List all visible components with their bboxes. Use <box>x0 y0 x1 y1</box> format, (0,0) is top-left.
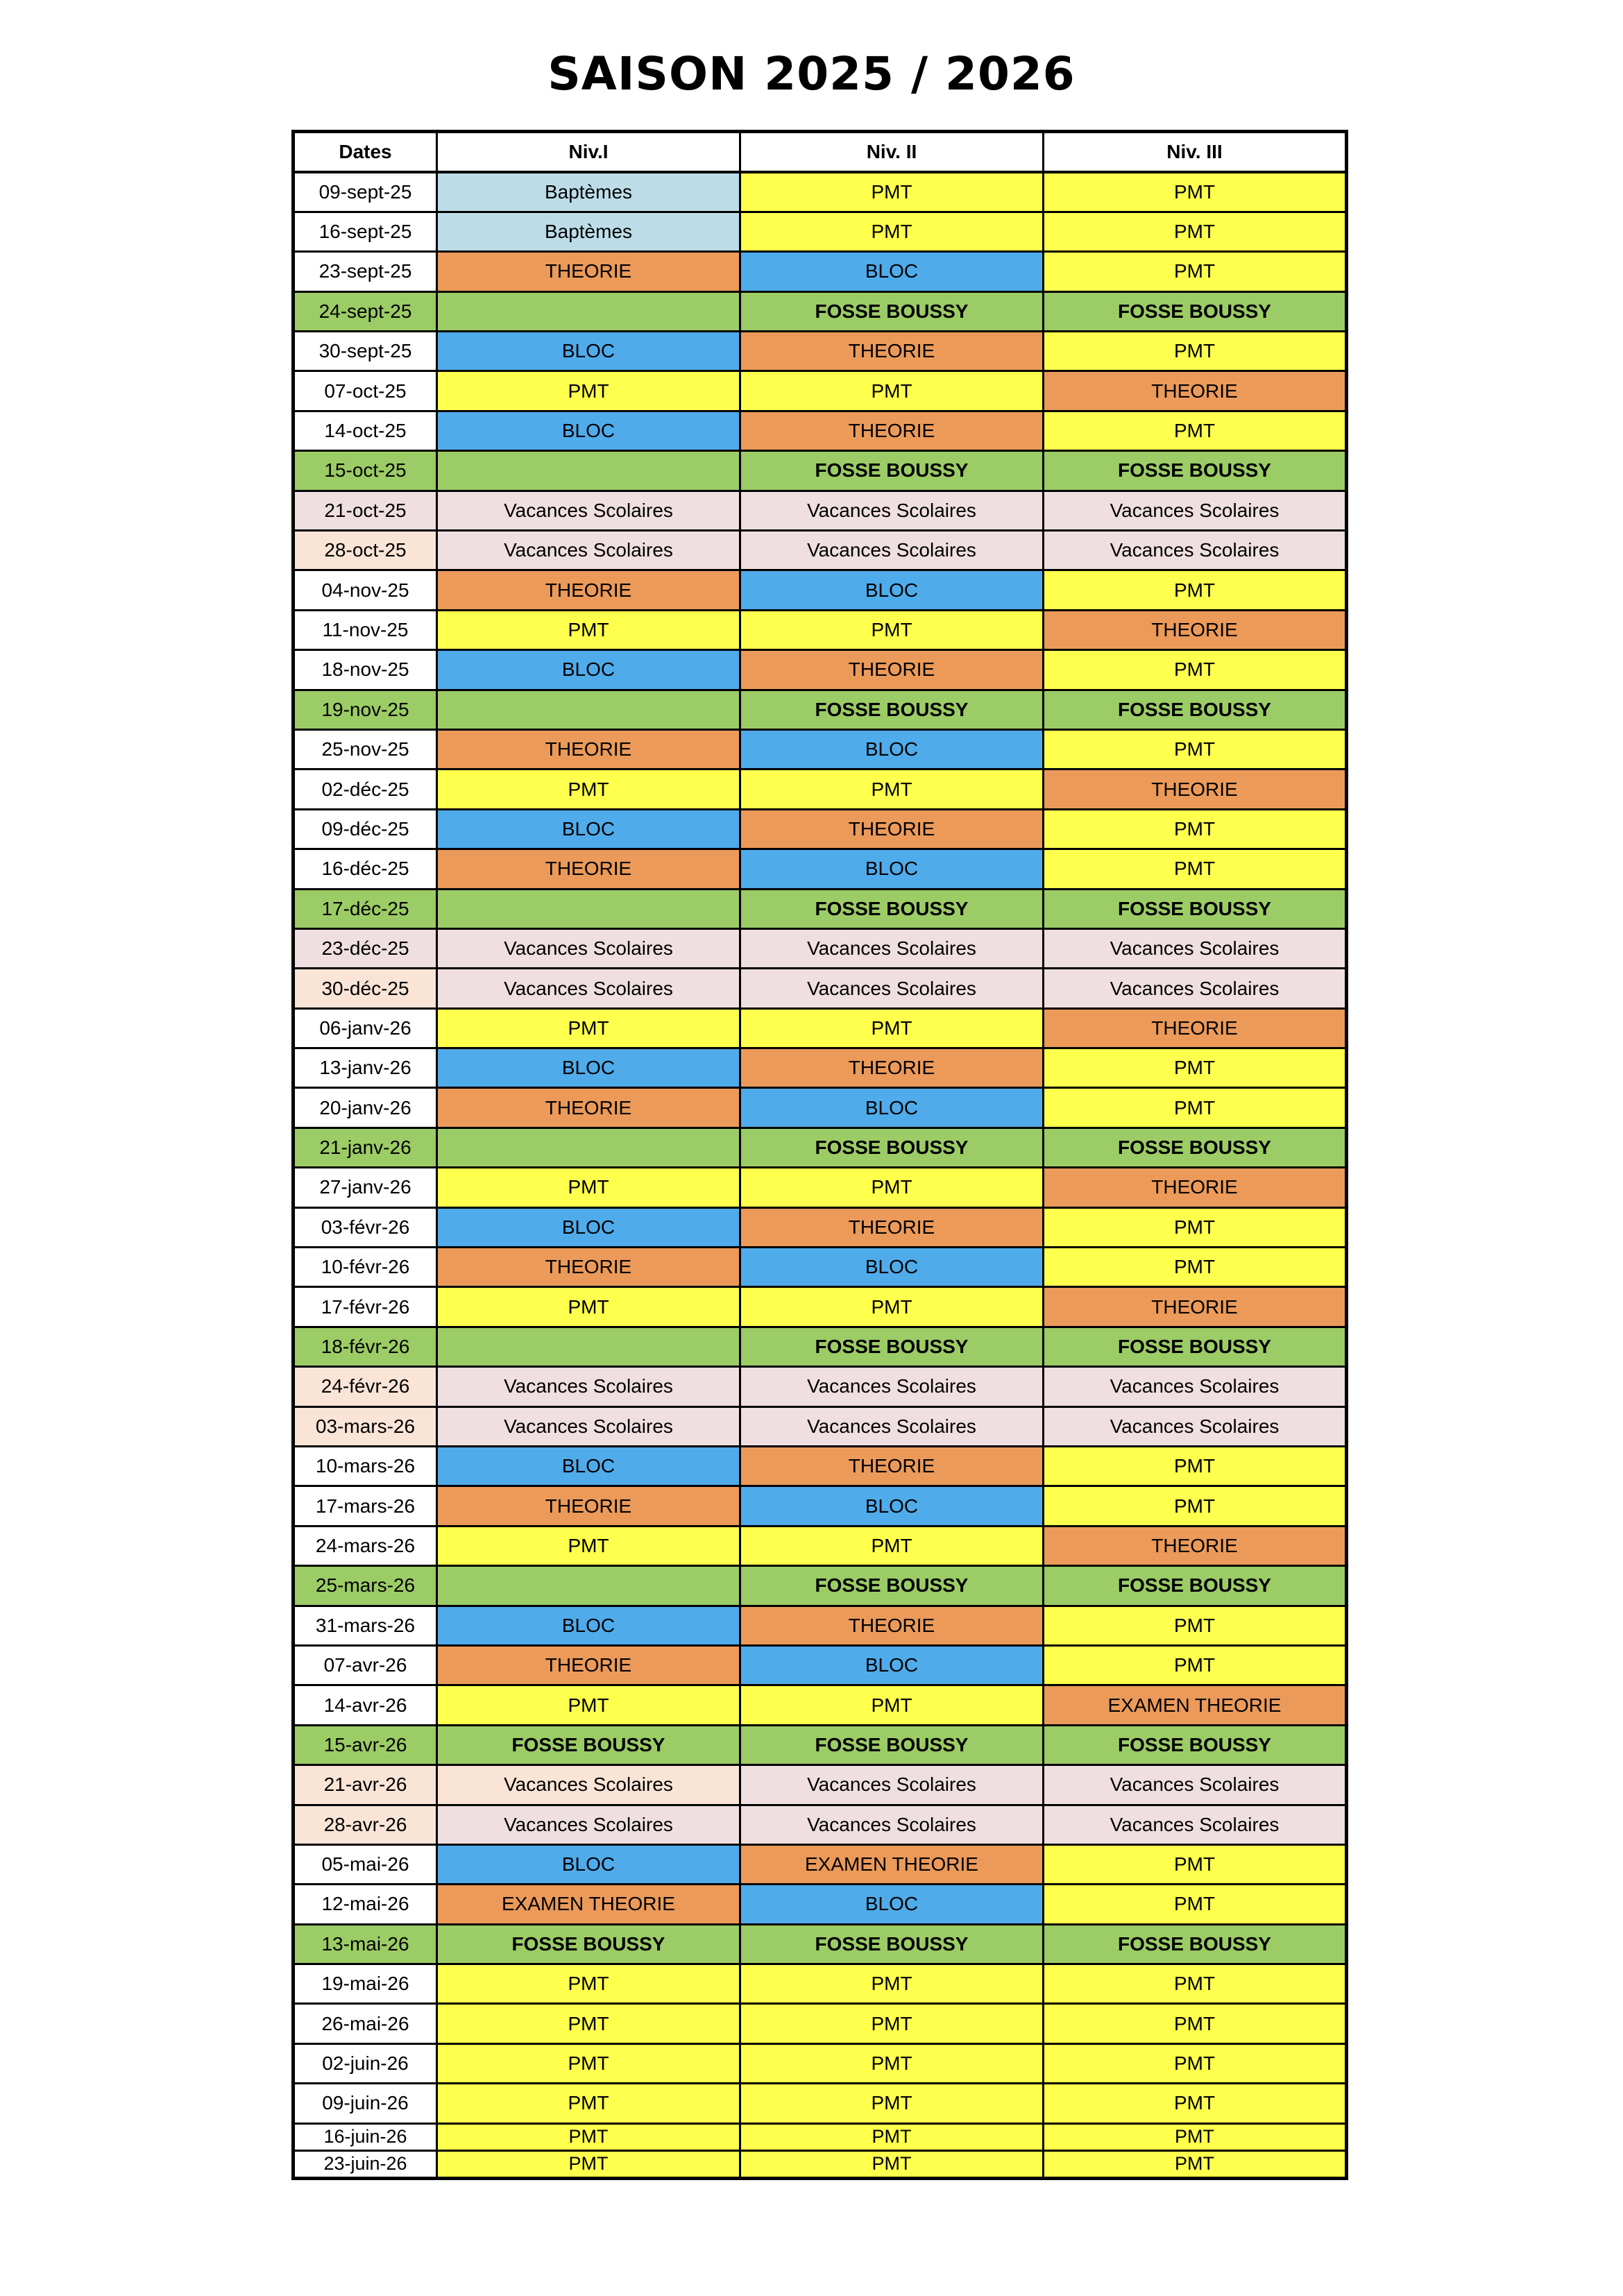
niv-3-cell: Vacances Scolaires <box>1044 928 1347 968</box>
niv-1-cell: Vacances Scolaires <box>437 1367 740 1406</box>
date-cell: 21-avr-26 <box>294 1765 437 1805</box>
table-row <box>294 491 1347 530</box>
niv-1-cell: PMT <box>437 2043 740 2083</box>
date-cell: 27-janv-26 <box>294 1168 437 1207</box>
table-row <box>294 1008 1347 1048</box>
table-row <box>294 690 1347 729</box>
niv-3-cell: PMT <box>1044 1885 1347 1924</box>
niv-3-cell: FOSSE BOUSSY <box>1044 1128 1347 1167</box>
table-row <box>294 1327 1347 1366</box>
niv-2-cell: BLOC <box>740 1645 1044 1685</box>
date-cell: 19-nov-25 <box>294 690 437 729</box>
niv-1-cell: THEORIE <box>437 1645 740 1685</box>
niv-2-cell: THEORIE <box>740 650 1044 690</box>
date-cell: 20-janv-26 <box>294 1088 437 1128</box>
niv-2-cell: BLOC <box>740 1486 1044 1526</box>
niv-1-cell: THEORIE <box>437 1248 740 1287</box>
table-row <box>294 371 1347 411</box>
niv-2-cell: BLOC <box>740 1248 1044 1287</box>
date-cell: 07-oct-25 <box>294 371 437 411</box>
niv-2-cell: Vacances Scolaires <box>740 969 1044 1008</box>
table-row <box>294 1248 1347 1287</box>
niv-1-cell: Vacances Scolaires <box>437 1805 740 1844</box>
date-cell: 02-déc-25 <box>294 769 437 809</box>
niv-3-cell: EXAMEN THEORIE <box>1044 1685 1347 1725</box>
niv-1-cell: PMT <box>437 1685 740 1725</box>
date-cell: 14-avr-26 <box>294 1685 437 1725</box>
table-body <box>294 172 1347 2178</box>
niv-2-cell: Vacances Scolaires <box>740 531 1044 570</box>
niv-1-cell: PMT <box>437 1168 740 1207</box>
niv-1-cell: PMT <box>437 371 740 411</box>
niv-3-cell: FOSSE BOUSSY <box>1044 889 1347 928</box>
niv-1-cell <box>437 451 740 491</box>
niv-1-cell: Vacances Scolaires <box>437 969 740 1008</box>
date-cell: 17-févr-26 <box>294 1287 437 1327</box>
niv-2-cell: Vacances Scolaires <box>740 1805 1044 1844</box>
niv-2-cell: FOSSE BOUSSY <box>740 291 1044 331</box>
niv-3-cell: FOSSE BOUSSY <box>1044 1566 1347 1606</box>
niv-3-cell: Vacances Scolaires <box>1044 1367 1347 1406</box>
table-row <box>294 1844 1347 1884</box>
niv-1-cell: Vacances Scolaires <box>437 531 740 570</box>
header-niv-1: Niv.I <box>437 132 740 173</box>
date-cell: 15-avr-26 <box>294 1725 437 1764</box>
niv-1-cell: THEORIE <box>437 729 740 769</box>
date-cell: 28-oct-25 <box>294 531 437 570</box>
niv-3-cell: PMT <box>1044 809 1347 849</box>
table-row <box>294 889 1347 928</box>
niv-3-cell: PMT <box>1044 2123 1347 2151</box>
niv-2-cell: PMT <box>740 212 1044 251</box>
table-row <box>294 1287 1347 1327</box>
date-cell: 21-janv-26 <box>294 1128 437 1167</box>
date-cell: 07-avr-26 <box>294 1645 437 1685</box>
date-cell: 28-avr-26 <box>294 1805 437 1844</box>
table-row <box>294 252 1347 291</box>
date-cell: 16-sept-25 <box>294 212 437 251</box>
table-row <box>294 1725 1347 1764</box>
date-cell: 05-mai-26 <box>294 1844 437 1884</box>
niv-2-cell: Vacances Scolaires <box>740 1406 1044 1446</box>
niv-1-cell: PMT <box>437 769 740 809</box>
niv-1-cell: Baptèmes <box>437 212 740 251</box>
niv-2-cell: PMT <box>740 371 1044 411</box>
niv-1-cell: PMT <box>437 1526 740 1565</box>
date-cell: 12-mai-26 <box>294 1885 437 1924</box>
niv-1-cell: Baptèmes <box>437 172 740 212</box>
niv-2-cell: FOSSE BOUSSY <box>740 1725 1044 1764</box>
niv-2-cell: FOSSE BOUSSY <box>740 1128 1044 1167</box>
table-row <box>294 1885 1347 1924</box>
table-row <box>294 1526 1347 1565</box>
date-cell: 26-mai-26 <box>294 2004 437 2043</box>
date-cell: 15-oct-25 <box>294 451 437 491</box>
schedule-table <box>291 130 1348 2180</box>
niv-2-cell: BLOC <box>740 1088 1044 1128</box>
niv-2-cell: PMT <box>740 1008 1044 1048</box>
niv-1-cell: FOSSE BOUSSY <box>437 1924 740 1964</box>
niv-2-cell: BLOC <box>740 729 1044 769</box>
niv-2-cell: PMT <box>740 1287 1044 1327</box>
table-row <box>294 451 1347 491</box>
table-row <box>294 2004 1347 2043</box>
table-row <box>294 2084 1347 2123</box>
niv-2-cell: Vacances Scolaires <box>740 928 1044 968</box>
table-row <box>294 928 1347 968</box>
niv-3-cell: PMT <box>1044 1486 1347 1526</box>
table-row <box>294 1406 1347 1446</box>
date-cell: 24-févr-26 <box>294 1367 437 1406</box>
niv-1-cell: BLOC <box>437 332 740 371</box>
table-row <box>294 291 1347 331</box>
niv-3-cell: PMT <box>1044 332 1347 371</box>
date-cell: 24-sept-25 <box>294 291 437 331</box>
date-cell: 06-janv-26 <box>294 1008 437 1048</box>
niv-3-cell: FOSSE BOUSSY <box>1044 1924 1347 1964</box>
niv-2-cell: PMT <box>740 1964 1044 2004</box>
niv-2-cell: PMT <box>740 610 1044 649</box>
niv-3-cell: PMT <box>1044 1645 1347 1685</box>
niv-1-cell: PMT <box>437 1287 740 1327</box>
date-cell: 09-juin-26 <box>294 2084 437 2123</box>
date-cell: 02-juin-26 <box>294 2043 437 2083</box>
niv-2-cell: THEORIE <box>740 332 1044 371</box>
niv-3-cell: THEORIE <box>1044 610 1347 649</box>
niv-3-cell: PMT <box>1044 1088 1347 1128</box>
table-row <box>294 2151 1347 2179</box>
niv-3-cell: Vacances Scolaires <box>1044 1406 1347 1446</box>
table-header <box>294 132 1347 173</box>
niv-1-cell: PMT <box>437 2084 740 2123</box>
niv-3-cell: PMT <box>1044 650 1347 690</box>
table-row <box>294 172 1347 212</box>
table-row <box>294 1168 1347 1207</box>
date-cell: 17-mars-26 <box>294 1486 437 1526</box>
niv-2-cell: PMT <box>740 2004 1044 2043</box>
table-row <box>294 1805 1347 1844</box>
niv-3-cell: THEORIE <box>1044 1168 1347 1207</box>
niv-2-cell: Vacances Scolaires <box>740 1765 1044 1805</box>
date-cell: 13-mai-26 <box>294 1924 437 1964</box>
niv-3-cell: Vacances Scolaires <box>1044 969 1347 1008</box>
date-cell: 19-mai-26 <box>294 1964 437 2004</box>
date-cell: 25-nov-25 <box>294 729 437 769</box>
niv-2-cell: PMT <box>740 769 1044 809</box>
niv-3-cell: PMT <box>1044 1207 1347 1247</box>
date-cell: 31-mars-26 <box>294 1606 437 1645</box>
table-row <box>294 570 1347 610</box>
niv-1-cell <box>437 889 740 928</box>
niv-1-cell: Vacances Scolaires <box>437 1406 740 1446</box>
table-row <box>294 969 1347 1008</box>
table-row <box>294 1447 1347 1486</box>
niv-1-cell: BLOC <box>437 1844 740 1884</box>
date-cell: 30-sept-25 <box>294 332 437 371</box>
table-row <box>294 332 1347 371</box>
niv-1-cell: THEORIE <box>437 252 740 291</box>
niv-3-cell: PMT <box>1044 1606 1347 1645</box>
header-row <box>294 132 1347 173</box>
niv-2-cell: FOSSE BOUSSY <box>740 451 1044 491</box>
table-row <box>294 1367 1347 1406</box>
table-row <box>294 1207 1347 1247</box>
niv-3-cell: PMT <box>1044 411 1347 450</box>
table-row <box>294 1566 1347 1606</box>
niv-3-cell: THEORIE <box>1044 371 1347 411</box>
niv-3-cell: PMT <box>1044 729 1347 769</box>
table-row <box>294 2123 1347 2151</box>
date-cell: 23-juin-26 <box>294 2151 437 2179</box>
niv-2-cell: THEORIE <box>740 411 1044 450</box>
niv-2-cell: FOSSE BOUSSY <box>740 690 1044 729</box>
niv-3-cell: THEORIE <box>1044 1287 1347 1327</box>
table-row <box>294 1606 1347 1645</box>
table-row <box>294 809 1347 849</box>
table-row <box>294 1486 1347 1526</box>
date-cell: 18-nov-25 <box>294 650 437 690</box>
niv-1-cell: BLOC <box>437 411 740 450</box>
niv-2-cell: PMT <box>740 1685 1044 1725</box>
niv-3-cell: FOSSE BOUSSY <box>1044 690 1347 729</box>
niv-3-cell: Vacances Scolaires <box>1044 1765 1347 1805</box>
date-cell: 24-mars-26 <box>294 1526 437 1565</box>
table-row <box>294 1924 1347 1964</box>
page-title: SAISON 2025 / 2026 <box>547 47 1076 101</box>
niv-3-cell: PMT <box>1044 849 1347 889</box>
niv-3-cell: THEORIE <box>1044 1526 1347 1565</box>
date-cell: 16-déc-25 <box>294 849 437 889</box>
niv-1-cell: PMT <box>437 2151 740 2179</box>
niv-3-cell: Vacances Scolaires <box>1044 1805 1347 1844</box>
table-row <box>294 1088 1347 1128</box>
table-row <box>294 2043 1347 2083</box>
niv-1-cell: THEORIE <box>437 1088 740 1128</box>
niv-2-cell: PMT <box>740 1168 1044 1207</box>
date-cell: 10-mars-26 <box>294 1447 437 1486</box>
table-row <box>294 212 1347 251</box>
header-niv-3: Niv. III <box>1044 132 1347 173</box>
table-row <box>294 769 1347 809</box>
table-row <box>294 1964 1347 2004</box>
niv-2-cell: PMT <box>740 2043 1044 2083</box>
niv-1-cell: BLOC <box>437 1606 740 1645</box>
table-row <box>294 650 1347 690</box>
niv-3-cell: THEORIE <box>1044 1008 1347 1048</box>
date-cell: 09-sept-25 <box>294 172 437 212</box>
niv-2-cell: THEORIE <box>740 1048 1044 1088</box>
niv-3-cell: Vacances Scolaires <box>1044 491 1347 530</box>
date-cell: 16-juin-26 <box>294 2123 437 2151</box>
niv-3-cell: PMT <box>1044 1964 1347 2004</box>
niv-1-cell <box>437 690 740 729</box>
niv-3-cell: FOSSE BOUSSY <box>1044 1725 1347 1764</box>
niv-2-cell: BLOC <box>740 570 1044 610</box>
niv-3-cell: PMT <box>1044 2043 1347 2083</box>
niv-3-cell: FOSSE BOUSSY <box>1044 1327 1347 1366</box>
niv-2-cell: FOSSE BOUSSY <box>740 1566 1044 1606</box>
niv-2-cell: FOSSE BOUSSY <box>740 889 1044 928</box>
date-cell: 03-févr-26 <box>294 1207 437 1247</box>
niv-2-cell: Vacances Scolaires <box>740 491 1044 530</box>
date-cell: 03-mars-26 <box>294 1406 437 1446</box>
niv-1-cell: PMT <box>437 1964 740 2004</box>
niv-3-cell: PMT <box>1044 1048 1347 1088</box>
date-cell: 04-nov-25 <box>294 570 437 610</box>
date-cell: 30-déc-25 <box>294 969 437 1008</box>
date-cell: 09-déc-25 <box>294 809 437 849</box>
table-row <box>294 411 1347 450</box>
niv-1-cell: FOSSE BOUSSY <box>437 1725 740 1764</box>
niv-3-cell: PMT <box>1044 252 1347 291</box>
niv-3-cell: PMT <box>1044 1447 1347 1486</box>
header-niv-2: Niv. II <box>740 132 1044 173</box>
date-cell: 17-déc-25 <box>294 889 437 928</box>
table-row <box>294 1685 1347 1725</box>
niv-3-cell: THEORIE <box>1044 769 1347 809</box>
niv-3-cell: FOSSE BOUSSY <box>1044 451 1347 491</box>
table-row <box>294 1128 1347 1167</box>
niv-1-cell: EXAMEN THEORIE <box>437 1885 740 1924</box>
niv-2-cell: EXAMEN THEORIE <box>740 1844 1044 1884</box>
niv-2-cell: FOSSE BOUSSY <box>740 1924 1044 1964</box>
niv-3-cell: PMT <box>1044 2084 1347 2123</box>
niv-2-cell: FOSSE BOUSSY <box>740 1327 1044 1366</box>
niv-1-cell: PMT <box>437 2004 740 2043</box>
date-cell: 13-janv-26 <box>294 1048 437 1088</box>
niv-2-cell: BLOC <box>740 849 1044 889</box>
niv-2-cell: THEORIE <box>740 1447 1044 1486</box>
header-dates: Dates <box>294 132 437 173</box>
table-row <box>294 849 1347 889</box>
date-cell: 18-févr-26 <box>294 1327 437 1366</box>
niv-2-cell: Vacances Scolaires <box>740 1367 1044 1406</box>
niv-2-cell: PMT <box>740 172 1044 212</box>
niv-1-cell: PMT <box>437 1008 740 1048</box>
niv-2-cell: PMT <box>740 2123 1044 2151</box>
niv-1-cell: Vacances Scolaires <box>437 1765 740 1805</box>
table-row <box>294 1048 1347 1088</box>
niv-2-cell: PMT <box>740 2151 1044 2179</box>
niv-1-cell: BLOC <box>437 809 740 849</box>
niv-1-cell <box>437 1327 740 1366</box>
niv-1-cell <box>437 1128 740 1167</box>
niv-2-cell: BLOC <box>740 252 1044 291</box>
date-cell: 14-oct-25 <box>294 411 437 450</box>
niv-3-cell: Vacances Scolaires <box>1044 531 1347 570</box>
niv-3-cell: PMT <box>1044 1844 1347 1884</box>
date-cell: 25-mars-26 <box>294 1566 437 1606</box>
niv-3-cell: PMT <box>1044 2004 1347 2043</box>
niv-1-cell: BLOC <box>437 650 740 690</box>
niv-1-cell: THEORIE <box>437 849 740 889</box>
table-row <box>294 531 1347 570</box>
niv-2-cell: THEORIE <box>740 809 1044 849</box>
niv-1-cell: PMT <box>437 2123 740 2151</box>
date-cell: 11-nov-25 <box>294 610 437 649</box>
niv-2-cell: PMT <box>740 1526 1044 1565</box>
table-row <box>294 1765 1347 1805</box>
niv-3-cell: PMT <box>1044 172 1347 212</box>
niv-1-cell: Vacances Scolaires <box>437 928 740 968</box>
table-row <box>294 729 1347 769</box>
niv-2-cell: THEORIE <box>740 1606 1044 1645</box>
table-row <box>294 1645 1347 1685</box>
niv-1-cell: Vacances Scolaires <box>437 491 740 530</box>
niv-2-cell: PMT <box>740 2084 1044 2123</box>
niv-3-cell: PMT <box>1044 570 1347 610</box>
niv-1-cell: BLOC <box>437 1447 740 1486</box>
date-cell: 23-déc-25 <box>294 928 437 968</box>
niv-1-cell: PMT <box>437 610 740 649</box>
date-cell: 23-sept-25 <box>294 252 437 291</box>
niv-2-cell: BLOC <box>740 1885 1044 1924</box>
niv-1-cell: THEORIE <box>437 1486 740 1526</box>
niv-1-cell: BLOC <box>437 1048 740 1088</box>
niv-3-cell: PMT <box>1044 212 1347 251</box>
niv-3-cell: PMT <box>1044 1248 1347 1287</box>
date-cell: 21-oct-25 <box>294 491 437 530</box>
niv-1-cell: THEORIE <box>437 570 740 610</box>
niv-3-cell: FOSSE BOUSSY <box>1044 291 1347 331</box>
niv-1-cell: BLOC <box>437 1207 740 1247</box>
niv-1-cell <box>437 291 740 331</box>
date-cell: 10-févr-26 <box>294 1248 437 1287</box>
niv-2-cell: THEORIE <box>740 1207 1044 1247</box>
niv-1-cell <box>437 1566 740 1606</box>
table-row <box>294 610 1347 649</box>
niv-3-cell: PMT <box>1044 2151 1347 2179</box>
